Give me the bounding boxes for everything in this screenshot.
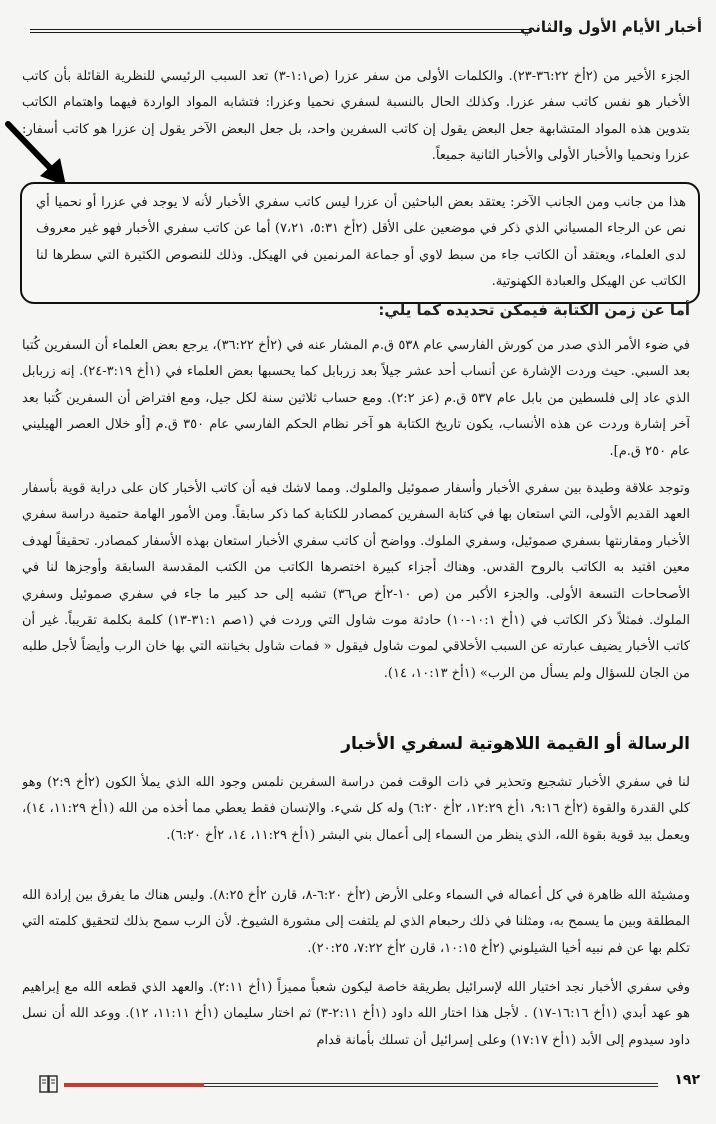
- paragraph-sources: وتوجد علاقة وطيدة بين سفري الأخبار وأسفار صموئيل والملوك. ومما لاشك فيه أن كاتب الأخبار كان على دراية قوية بأسفار العهد القديم الأولى، التي استعان بها في كتابة السفرين كمصادر للكتابة كما ذكر سابقاً. ومن الأمور الهامة حتمية دراسة سفري الأخبار ومقارنتها بسفري صموئيل، وسفري الملوك. وواضح أن كاتب سفري الأخبار استعان بهذه الأسفار كمصادر. تحقيقاً لهدف معين اقتيد به الكاتب بالروح القدس. وهناك أجزاء كبيرة اختصرها الكاتب من الكتب المقدسة السابقة وأوجزها لنا في الأصحاحات التسعة الأولى. والجزء الأكبر من (ص ١٠-٢أخ ص٣٦) تشبه إلى حد كبير ما جاء في سفري صموئيل وسفري الملوك. فمثلاً ذكر الكاتب في (١أخ ١٠:١-١٠) حادثة موت شاول التي وردت في (١صم ٣١:١-١٣) كلمة بكلمة تقريباً. غير أن كاتب الأخبار يضيف عبارته عن السبب الأخلاقي لموت شاول فيقول « فمات شاول بخيانته التي بها خان الرب وأيضاً لأجل طلبه من الجان للسؤال ولم يسأل من الرب» (١أخ ١٠:١٣، ١٤).: [22, 481, 690, 681]
- paragraph-authorship: الجزء الأخير من (٢أخ ٣٦:٢٢-٢٣). والكلمات الأولى من سفر عزرا (ص١:١-٣) تعد السبب الرئيسي للنظرية القائلة بأن كاتب الأخبار هو نفس كاتب سفر عزرا. وكذلك الحال بالنسبة لسفري نحميا وعزرا: فتشابه المواد الواردة فيهما واهتمام الكاتب بتدوين هذه المواد المتشابهة جعل البعض يقول إن كاتب السفرين واحد، بل جعل البعض الآخر يقول إن عزرا هو كاتب أسفار: عزرا ونحميا والأخبار الأولى والأخبار الثانية جميعاً.: [22, 69, 690, 164]
- footer-rule: [64, 1083, 658, 1087]
- footer-accent-bar: [64, 1083, 204, 1087]
- dating-subheading: أما عن زمن الكتابة فيمكن تحديده كما يلي:: [378, 301, 690, 319]
- section-heading-theology: الرسالة أو القيمة اللاهوتية لسفري الأخبار: [341, 734, 690, 754]
- paragraph-election: وفي سفري الأخبار نجد اختيار الله لإسرائيل بطريقة خاصة ليكون شعباً مميزاً (١أخ ٢:١١). والعهد الذي قطعه الله مع إبراهيم هو عهد أبدي (١أخ ١٦:١٦-١٧) . لأجل هذا اختار الله داود (١أخ ٢:١١-٣) ثم اختار سليمان (١أخ ١١:١١، ١٢). ووعد الله أن نسل داود سيدوم إلى الأبد (١أخ ١٧:١٧) وعلى إسرائيل أن تسلك بأمانة قدام: [22, 980, 690, 1048]
- header-rule: [30, 29, 530, 33]
- running-header: [30, 18, 702, 44]
- paragraph-dating: في ضوء الأمر الذي صدر من كورش الفارسي عام ٥٣٨ ق.م المشار عنه في (٢أخ ٣٦:٢٢)، يرجع بعض العلماء أن السفرين كُتبا بعد السبي. حيث وردت الإشارة عن أنساب أحد عشر جيلاً بعد زربابل كما يحسبها بعض العلماء في (١أخ ٣:١٩-٢٤). إنه زربابل الذي عاد إلى فلسطين من بابل عام ٥٣٧ ق.م (عز ٢:٢). ومع حساب ثلاثين سنة لكل جيل، ومع افتراض أن السفرين كُتبا بعد آخر إشارة وردت عن هذه الأنساب، يكون تاريخ الكتابة هو آخر نظام الحكم الفارسي عام ٣٥٠ ق.م [أو خلال العصر الهيليني عام ٢٥٠ ق.م].: [22, 338, 690, 459]
- arrow-pointer-icon: [2, 118, 74, 192]
- paragraph-will-of-god: ومشيئة الله ظاهرة في كل أعماله في السماء وعلى الأرض (٢أخ ٦:٢٠-٨، قارن ٢أخ ٨:٢٥). وليس هناك ما يفرق بين إرادة الله المطلقة وبين ما يسمح به، ومثلنا في ذلك رحبعام الذي لم يلتفت إلى مشورة الشيوخ. لأن الرب سمح بذلك لتحقيق كلمته التي تكلم بها عن فم نبيه أخيا الشيلوني (٢أخ ١٠:١٥، قارن ٢أخ ٧:٢٢، ٢٠:٢٥).: [22, 888, 690, 956]
- highlighted-note-box: [20, 182, 700, 304]
- page-number: ١٩٢: [674, 1072, 700, 1088]
- paragraph-encouragement: لنا في سفري الأخبار تشجيع وتحذير في ذات الوقت فمن دراسة السفرين نلمس وجود الله الذي يملأ الكون (٢أخ ٢:٩) وهو كلي القدرة والقوة (٢أخ ٩:١٦، ١أخ ١٢:٢٩، ٢أخ ٦:٢٠) وله كل شيء. والإنسان فقط يعطي مما أخذه من الله (١أخ ١١:٢٩، ١٤)، ويعمل بيد قوية بقوة الله، الذي ينظر من السماء إلى أعمال بني البشر (١أخ ١١:٢٩، ١٤، ٢أخ ٦:٢٠).: [22, 775, 690, 843]
- book-icon: [38, 1074, 60, 1094]
- running-title: أخبار الأيام الأول والثاني: [520, 18, 702, 36]
- boxed-paragraph: هذا من جانب ومن الجانب الآخر: يعتقد بعض الباحثين أن عزرا ليس كاتب سفري الأخبار لأنه لا يوجد في عزرا أو نحميا أي نص عن الرجاء المسياني الذي ذكر في موضعين على الأقل (٢أخ ٥:٣١، ٧،٢١) أما عن كاتب سفري الأخبار فهو غير معروف لدى العلماء، ويعتقد أن الكاتب جاء من سبط لاوي أو جماعة المرنمين في الهيكل. وذلك للنصوص الكثيرة التي سطرها لنا الكاتب عن الهيكل والعبادة الكهنوتية.: [36, 195, 686, 290]
